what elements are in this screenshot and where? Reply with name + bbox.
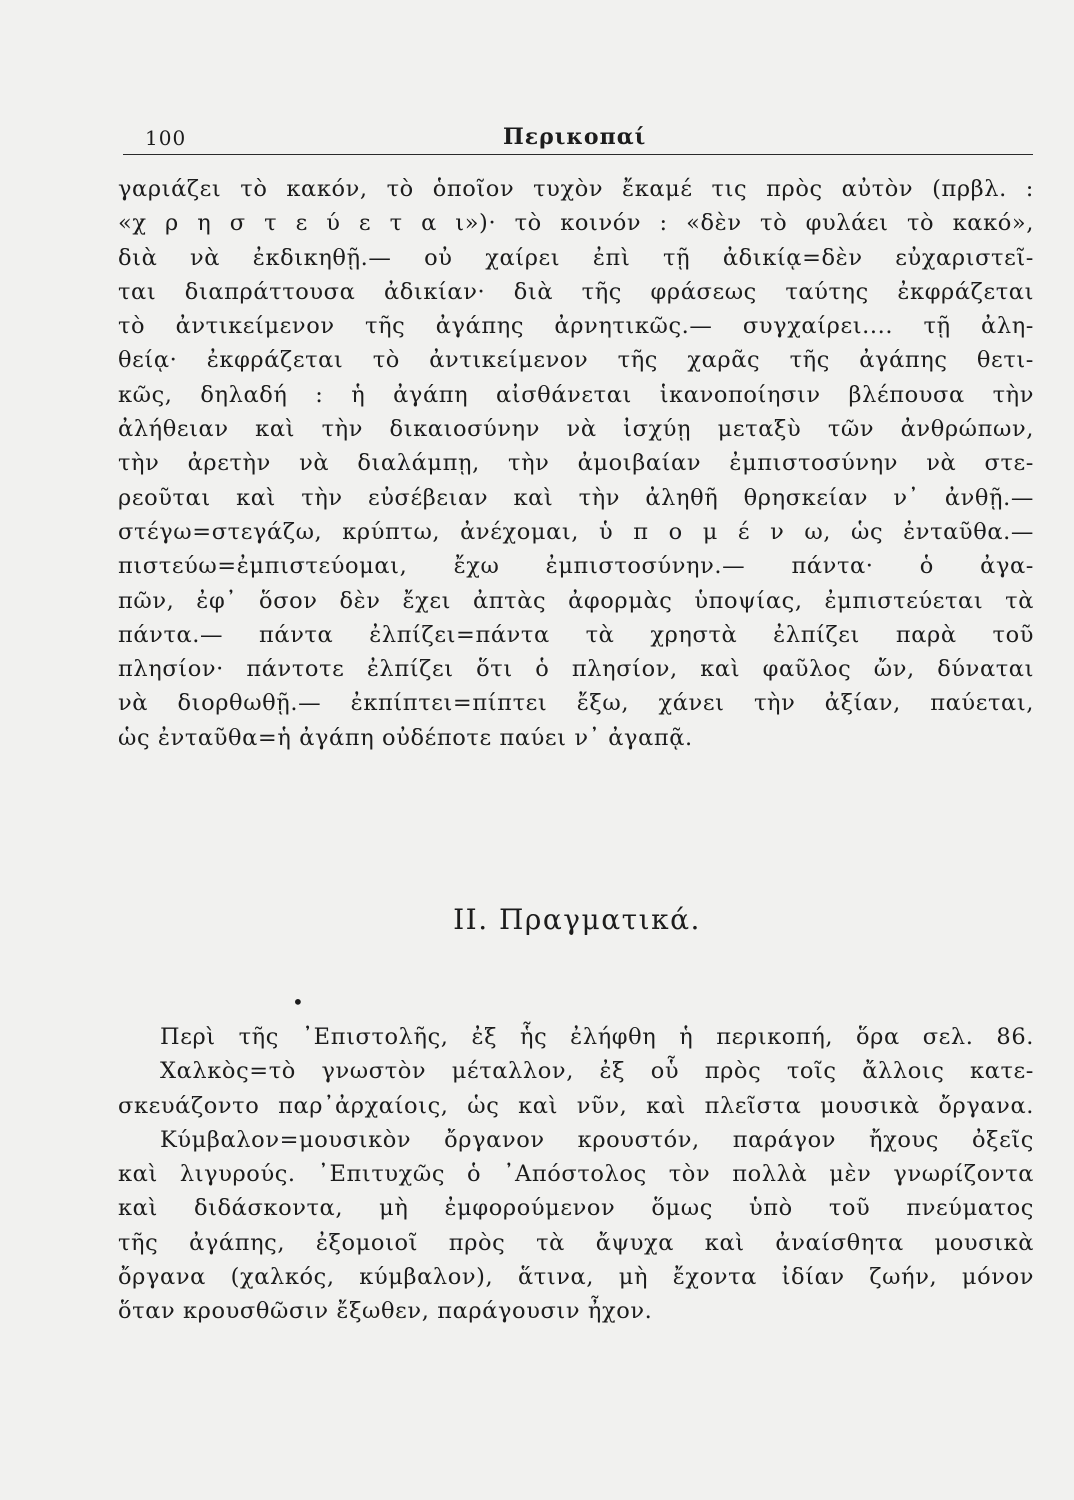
stray-dot-mark: • <box>292 990 304 1014</box>
text-line: ρεοῦται καὶ τὴν εὐσέβειαν καὶ τὴν ἀληθῆ θρησκείαν ν᾿ ἀνθῇ.— <box>118 484 1034 511</box>
text-line: ὅταν κρουσθῶσιν ἔξωθεν, παράγουσιν ἦχον. <box>118 1298 653 1325</box>
text-line: σκευάζοντο παρ᾿ἀρχαίοις, ὡς καὶ νῦν, καὶ πλεῖστα μουσικὰ ὄργανα. <box>118 1092 1034 1119</box>
text-line: τὸ ἀντικείμενον τῆς ἀγάπης ἀρνητικῶς.— συγχαίρει.... τῇ ἀλη- <box>118 313 1034 340</box>
text-line: Περὶ τῆς ᾿Επιστολῆς, ἐξ ἧς ἐλήφθη ἡ περικοπή, ὅρα σελ. 86. <box>160 1024 1034 1050</box>
text-line: «χ ρ η σ τ ε ύ ε τ α ι»)· τὸ κοινόν : «δὲν τὸ φυλάει τὸ κακό», <box>118 210 1034 237</box>
text-line: κῶς, δηλαδή : ἡ ἀγάπη αἰσθάνεται ἱκανοποίησιν βλέπουσα τὴν <box>118 381 1034 408</box>
page-number: 100 <box>145 126 187 150</box>
text-line: νὰ διορθωθῇ.— ἐκπίπτει=πίπτει ἔξω, χάνει τὴν ἀξίαν, παύεται, <box>118 690 1034 717</box>
page-header <box>123 124 1033 155</box>
text-line: πιστεύω=ἐμπιστεύομαι, ἔχω ἐμπιστοσύνην.— πάντα· ὁ ἀγα- <box>118 553 1034 580</box>
text-line: πῶν, ἐφ᾿ ὅσον δὲν ἔχει ἀπτὰς ἀφορμὰς ὑποψίας, ἐμπιστεύεται τὰ <box>118 587 1034 614</box>
text-line: ὄργανα (χαλκός, κύμβαλον), ἅτινα, μὴ ἔχοντα ἰδίαν ζωήν, μόνον <box>118 1264 1034 1291</box>
text-line: Κύμβαλον=μουσικὸν ὄργανον κρουστόν, παράγον ἤχους ὀξεῖς <box>160 1126 1034 1153</box>
text-line: καὶ λιγυρούς. ᾿Επιτυχῶς ὁ ᾿Απόστολος τὸν πολλὰ μὲν γνωρίζοντα <box>118 1161 1034 1188</box>
text-line: ἀλήθειαν καὶ τὴν δικαιοσύνην νὰ ἰσχύῃ μεταξὺ τῶν ἀνθρώπων, <box>118 416 1034 443</box>
text-line: πάντα.— πάντα ἐλπίζει=πάντα τὰ χρηστὰ ἐλπίζει παρὰ τοῦ <box>118 621 1034 648</box>
text-line: διὰ νὰ ἐκδικηθῇ.— οὐ χαίρει ἐπὶ τῇ ἀδικίᾳ=δὲν εὐχαριστεῖ- <box>118 244 1034 271</box>
realia-paragraph <box>118 1020 1034 1329</box>
text-line: Χαλκὸς=τὸ γνωστὸν μέταλλον, ἐξ οὗ πρὸς τοῖς ἄλλοις κατε- <box>160 1058 1034 1085</box>
text-line: τὴν ἀρετὴν νὰ διαλάμπῃ, τὴν ἀμοιβαίαν ἐμπιστοσύνην νὰ στε- <box>118 450 1034 477</box>
text-line: στέγω=στεγάζω, κρύπτω, ἀνέχομαι, ὑ π ο μ έ ν ω, ὡς ἐνταῦθα.— <box>118 518 1034 545</box>
text-line: ὡς ἐνταῦθα=ἡ ἀγάπη οὐδέποτε παύει ν᾿ ἀγαπᾷ. <box>118 724 693 751</box>
text-line: καὶ διδάσκοντα, μὴ ἐμφορούμενον ὅμως ὑπὸ τοῦ πνεύματος <box>118 1195 1034 1222</box>
text-line: ται διαπράττουσα ἀδικίαν· διὰ τῆς φράσεως ταύτης ἐκφράζεται <box>118 278 1034 305</box>
text-line: πλησίον· πάντοτε ἐλπίζει ὅτι ὁ πλησίον, καὶ φαῦλος ὤν, δύναται <box>118 656 1034 683</box>
text-line: τῆς ἀγάπης, ἐξομοιοῖ πρὸς τὰ ἄψυχα καὶ ἀναίσθητα μουσικὰ <box>118 1229 1034 1256</box>
text-line: γαριάζει τὸ κακόν, τὸ ὁποῖον τυχὸν ἔκαμέ τις πρὸς αὐτὸν (πρβλ. : <box>118 176 1034 202</box>
commentary-paragraph <box>118 172 1034 755</box>
running-title: Περικοπαί <box>503 124 647 150</box>
text-line: θείᾳ· ἐκφράζεται τὸ ἀντικείμενον τῆς χαρᾶς τῆς ἀγάπης θετι- <box>118 347 1034 374</box>
section-heading: II. Πραγματικά. <box>453 903 701 936</box>
